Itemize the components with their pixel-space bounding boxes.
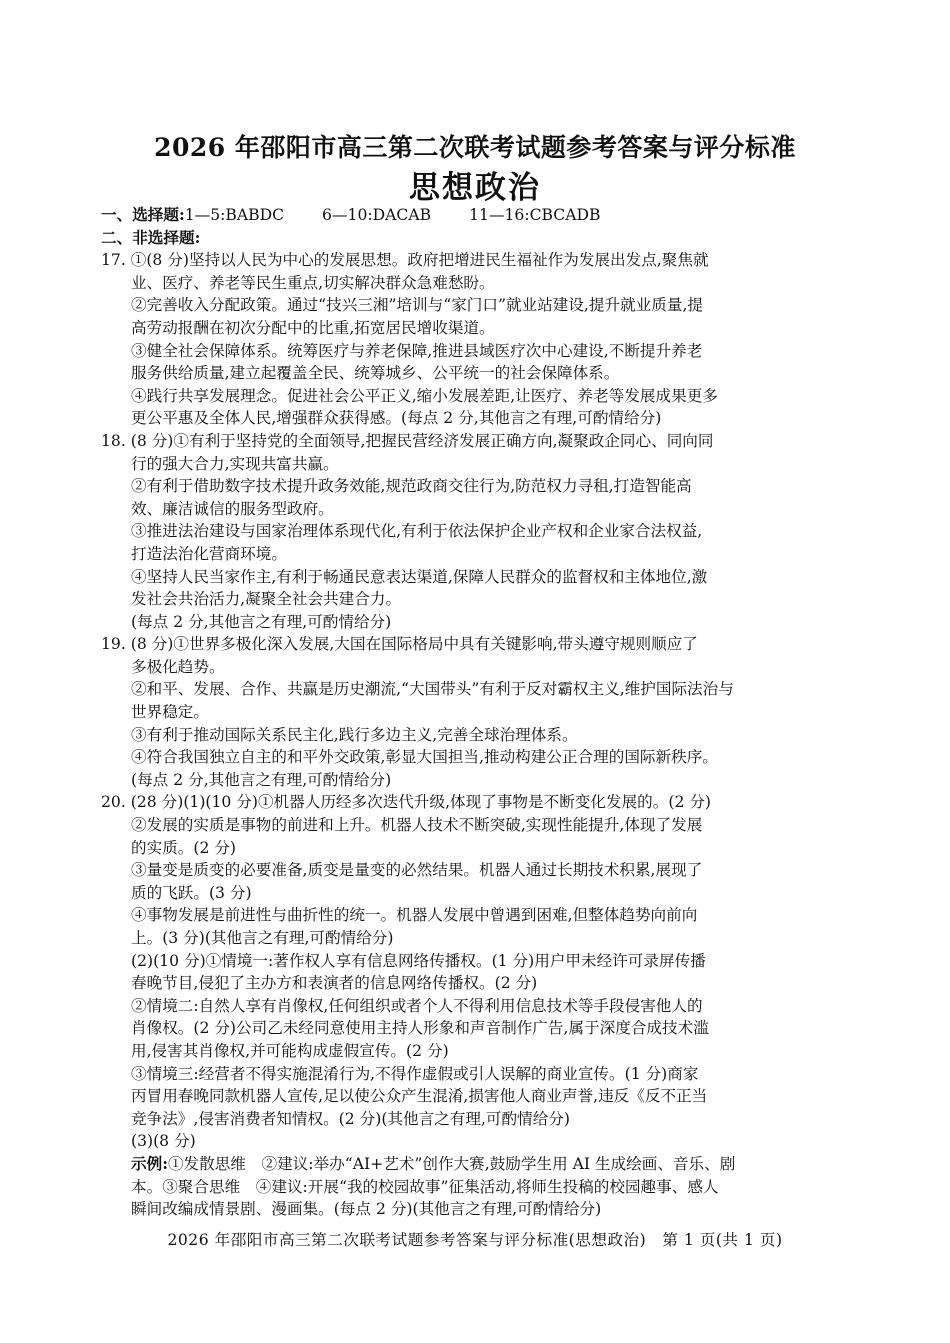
q20-line: (2)(10 分)①情境一:著作权人享有信息网络传播权。(1 分)用户甲未经许可录屏传播	[131, 951, 706, 970]
q17-line: 更公平惠及全体人民,增强群众获得感。(每点 2 分,其他言之有理,可酌情给分)	[131, 409, 662, 428]
q18-line: 发社会共治活力,凝聚全社会共建合力。	[131, 590, 402, 609]
q19-line: 19. (8 分)①世界多极化深入发展,大国在国际格局中具有关键影响,带头遵守规则顺应了	[101, 635, 698, 654]
q20-line: 竞争法》,侵害消费者知情权。(2 分)(其他言之有理,可酌情给分)	[131, 1109, 570, 1128]
q17-line: 业、医疗、养老等民生重点,切实解决群众急难愁盼。	[131, 273, 495, 292]
q20-line: 的实质。(2 分)	[131, 838, 237, 857]
q20-line: 用,侵害其肖像权,并可能构成虚假宣传。(2 分)	[131, 1041, 449, 1060]
q20-line: ③情境三:经营者不得实施混淆行为,不得作虚假或引人误解的商业宣传。(1 分)商家	[131, 1064, 699, 1083]
q17-line: 服务供给质量,建立起覆盖全民、统筹城乡、公平统一的社会保障体系。	[131, 364, 620, 383]
q17-line: 高劳动报酬在初次分配中的比重,拓宽居民增收渠道。	[131, 318, 495, 337]
example-text: ①发散思维 ②建议:举办“AI+艺术”创作大赛,鼓励学生用 AI 生成绘画、音乐、剧	[167, 1154, 736, 1173]
section-choice	[101, 204, 851, 227]
example-line: 瞬间改编成情景剧、漫画集。(每点 2 分)(其他言之有理,可酌情给分)	[131, 1200, 602, 1219]
q20-line: 肖像权。(2 分)公司乙未经同意使用主持人形象和声音制作广告,属于深度合成技术滥	[131, 1019, 709, 1038]
q18-line: ②有利于借助数字技术提升政务效能,规范政商交往行为,防范权力寻租,打造智能高	[131, 477, 692, 496]
q19-line: ②和平、发展、合作、共赢是历史潮流,“大国带头”有利于反对霸权主义,维护国际法治与	[131, 680, 734, 699]
q20-line: ②发展的实质是事物的前进和上升。机器人技术不断突破,实现性能提升,体现了发展	[131, 816, 703, 835]
q20-line: 春晚节目,侵犯了主办方和表演者的信息网络传播权。(2 分)	[131, 974, 538, 993]
q18-line: 行的强大合力,实现共富共赢。	[131, 454, 339, 473]
choice-answers-3: 11—16:CBCADB	[469, 206, 601, 224]
answer-body	[101, 204, 851, 1221]
q18-line: (每点 2 分,其他言之有理,可酌情给分)	[131, 612, 392, 631]
q20-line: 质的飞跃。(3 分)	[131, 883, 252, 902]
q18-line: ④坚持人民当家作主,有利于畅通民意表达渠道,保障人民群众的监督权和主体地位,激	[131, 567, 708, 586]
example-label: 示例:	[131, 1153, 168, 1173]
subject-title: 思想政治	[409, 170, 541, 206]
q20-line: ③量变是质变的必要准备,质变是量变的必然结果。机器人通过长期技术积累,展现了	[131, 861, 703, 880]
page-footer: 2026 年邵阳市高三第二次联考试题参考答案与评分标准(思想政治) 第 1 页(共 1 页)	[167, 1231, 783, 1249]
q17-line: 17. ①(8 分)坚持以人民为中心的发展思想。政府把增进民生福祉作为发展出发点,聚焦就	[101, 251, 709, 270]
q17-line: ③健全社会保障体系。统筹医疗与养老保障,推进县域医疗次中心建设,不断提升养老	[131, 341, 703, 360]
example-line	[101, 1153, 851, 1176]
q19-line: ③有利于推动国际关系民主化,践行多边主义,完善全球治理体系。	[131, 725, 578, 744]
q17-line: ④践行共享发展理念。促进社会公平正义,缩小发展差距,让医疗、养老等发展成果更多	[131, 386, 718, 405]
q20-line: ④事物发展是前进性与曲折性的统一。机器人发展中曾遇到困难,但整体趋势向前向	[131, 906, 698, 925]
choice-answers-2: 6—10:DACAB	[322, 206, 432, 224]
q19-line: 多极化趋势。	[131, 657, 225, 676]
q20-line: 上。(3 分)(其他言之有理,可酌情给分)	[131, 929, 394, 947]
q19-line: 世界稳定。	[131, 703, 209, 722]
q20-line: 20. (28 分)(1)(10 分)①机器人历经多次迭代升级,体现了事物是不断变化发展的。(2 分)	[101, 793, 711, 812]
q18-line: 18. (8 分)①有利于坚持党的全面领导,把握民营经济发展正确方向,凝聚政企同心、同向同	[101, 431, 714, 450]
q20-line: 丙冒用春晚同款机器人宣传,足以使公众产生混淆,损害他人商业声誉,违反《反不正当	[131, 1087, 708, 1106]
q18-line: 打造法治化营商环境。	[131, 544, 287, 563]
document-title: 2026 年邵阳市高三第二次联考试题参考答案与评分标准	[154, 133, 796, 162]
q20-line: ②情境二:自然人享有肖像权,任何组织或者个人不得利用信息技术等手段侵害他人的	[131, 996, 703, 1015]
q18-line: 效、廉洁诚信的服务型政府。	[131, 499, 334, 518]
example-line: 本。③聚合思维 ④建议:开展“我的校园故事”征集活动,将师生投稿的校园趣事、感人	[131, 1177, 719, 1196]
section-nonchoice-label: 二、非选择题:	[101, 227, 201, 247]
q18-line: ③推进法治建设与国家治理体系现代化,有利于依法保护企业产权和企业家合法权益,	[131, 522, 703, 541]
choice-answers-1: 1—5:BABDC	[184, 206, 285, 224]
section-choice-label: 一、选择题:	[101, 205, 185, 224]
q17-line: ②完善收入分配政策。通过“技兴三湘”培训与“家门口”就业站建设,提升就业质量,提	[131, 296, 703, 315]
q20-line: (3)(8 分)	[131, 1132, 196, 1151]
q19-line: ④符合我国独立自主的和平外交政策,彰显大国担当,推动构建公正合理的国际新秩序。	[131, 748, 718, 767]
q19-line: (每点 2 分,其他言之有理,可酌情给分)	[131, 770, 392, 789]
